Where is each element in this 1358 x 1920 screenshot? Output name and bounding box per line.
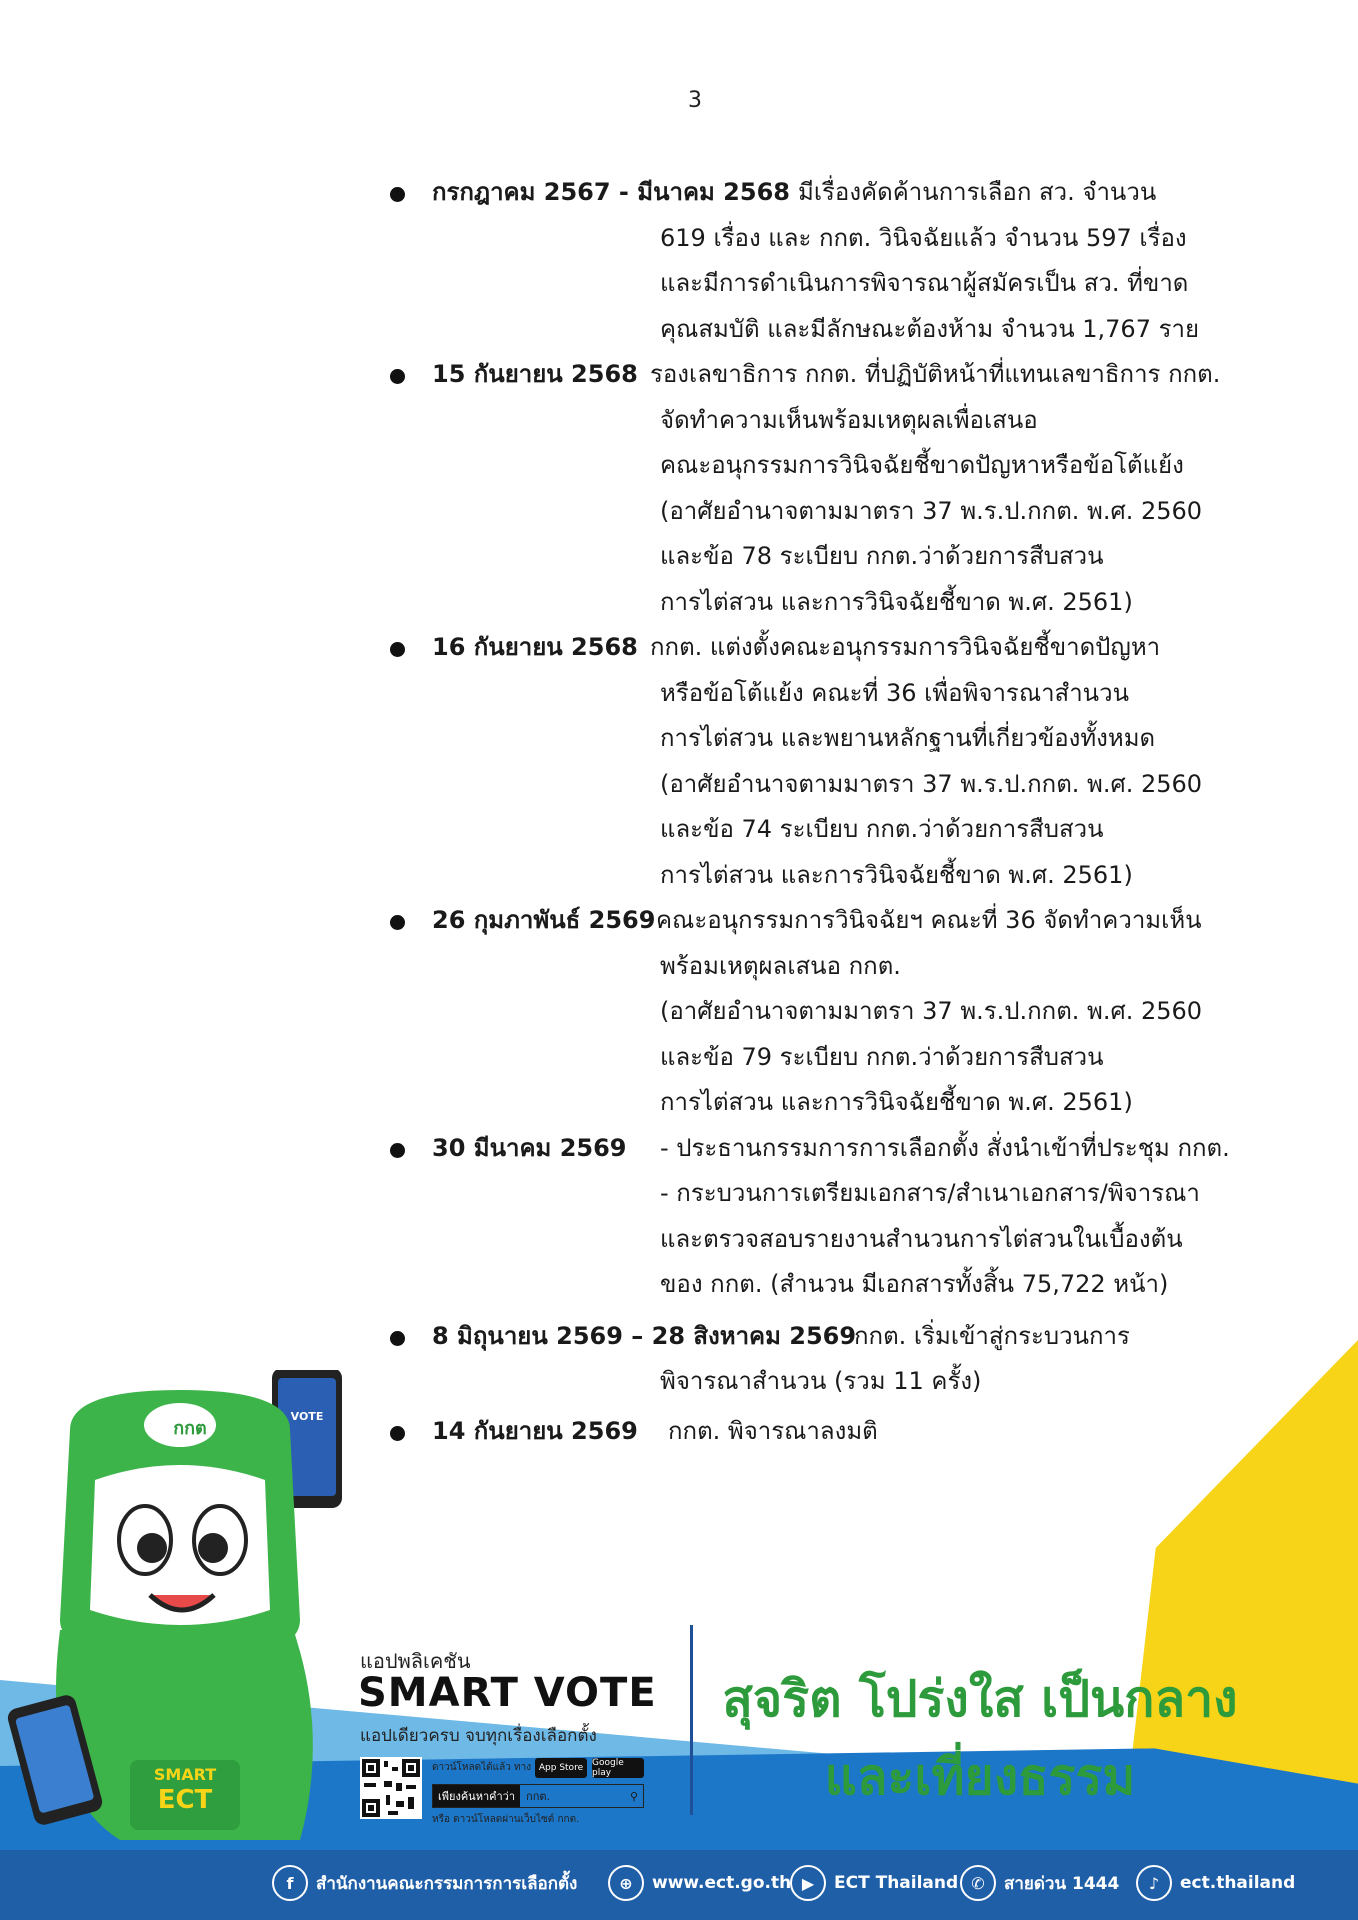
slogan-line-2: และเที่ยงธรรม — [824, 1748, 1136, 1806]
entry-line: ของ กกต. (สำนวน มีเอกสารทั้งสิ้น 75,722 หน้า) — [660, 1270, 1169, 1298]
slogan-line-1: สุจริต โปร่งใส เป็นกลาง — [722, 1670, 1238, 1728]
globe-icon: ⊕ — [608, 1865, 644, 1901]
entry-line: พิจารณาสำนวน (รวม 11 ครั้ง) — [660, 1367, 982, 1395]
entry-line: และข้อ 78 ระเบียบ กกต.ว่าด้วยการสืบสวน — [660, 542, 1104, 570]
entry-date: 30 มีนาคม 2569 — [432, 1133, 627, 1162]
bullet-icon — [390, 1143, 405, 1158]
footer-link-label: สำนักงานคณะกรรมการการเลือกตั้ง — [316, 1873, 578, 1894]
search-label: เพียงค้นหาคำว่า — [433, 1785, 520, 1807]
footer-link-label: สายด่วน 1444 — [1004, 1873, 1120, 1894]
phone-icon: ✆ — [960, 1865, 996, 1901]
entry-first-line: กกต. พิจารณาลงมติ — [668, 1416, 878, 1445]
entry-line: หรือข้อโต้แย้ง คณะที่ 36 เพื่อพิจารณาสำนวน — [660, 678, 1129, 707]
youtube-icon: ▶ — [790, 1865, 826, 1901]
mascot-badge: กกต — [173, 1418, 207, 1439]
entry-date: 26 กุมภาพันธ์ 2569 — [432, 906, 656, 934]
footer-divider — [690, 1625, 693, 1815]
entry-line: - กระบวนการเตรียมเอกสาร/สำเนาเอกสาร/พิจารณา — [660, 1179, 1200, 1207]
entry-line: และตรวจสอบรายงานสำนวนการไต่สวนในเบื้องต้น — [660, 1224, 1183, 1253]
web-download-text: หรือ ดาวน์โหลดผ่านเว็บไซต์ กกต. — [432, 1814, 580, 1825]
download-text: ดาวน์โหลดได้แล้ว ทาง — [432, 1762, 532, 1773]
tiktok-icon: ♪ — [1136, 1865, 1172, 1901]
footer-link-label: ECT Thailand — [834, 1873, 959, 1893]
bullet-icon — [390, 1331, 405, 1346]
entry-line: และข้อ 79 ระเบียบ กกต.ว่าด้วยการสืบสวน — [660, 1042, 1104, 1071]
search-icon: ⚲ — [629, 1789, 638, 1803]
bullet-icon — [390, 369, 405, 384]
search-value: กกต. — [526, 1790, 550, 1803]
search-box[interactable] — [432, 1784, 644, 1808]
footer-link-globe[interactable] — [608, 1862, 791, 1904]
entry-date: กรกฎาคม 2567 - มีนาคม 2568 — [432, 178, 790, 206]
footer-link-label: www.ect.go.th — [652, 1873, 792, 1893]
facebook-icon: f — [272, 1865, 308, 1901]
entry-line: คุณสมบัติ และมีลักษณะต้องห้าม จำนวน 1,767 ราย — [660, 314, 1200, 343]
google-play-button[interactable]: Google play — [592, 1758, 644, 1778]
entry-date: 15 กันยายน 2568 — [432, 360, 638, 388]
entry-first-line: กกต. แต่งตั้งคณะอนุกรรมการวินิจฉัยชี้ขาดปัญหา — [650, 633, 1161, 661]
footer-link-tiktok[interactable] — [1136, 1862, 1295, 1904]
app-title: แอปพลิเคชัน — [360, 1649, 471, 1673]
entry-line: และข้อ 74 ระเบียบ กกต.ว่าด้วยการสืบสวน — [660, 815, 1104, 843]
entry-first-line: - ประธานกรรมการการเลือกตั้ง สั่งนำเข้าที่ประชุม กกต. — [660, 1133, 1230, 1162]
entry-date: 14 กันยายน 2569 — [432, 1416, 638, 1445]
bullet-icon — [390, 642, 405, 657]
bullet-icon — [390, 187, 405, 202]
footer-link-phone[interactable] — [960, 1862, 1119, 1904]
entry-date: 8 มิถุนายน 2569 – 28 สิงหาคม 2569 — [432, 1321, 857, 1350]
entry-date: 16 กันยายน 2568 — [432, 633, 638, 661]
mascot-label-top: SMART — [153, 1765, 217, 1784]
bullet-icon — [390, 1426, 405, 1441]
entry-line: การไต่สวน และการวินิจฉัยชี้ขาด พ.ศ. 2561) — [660, 860, 1133, 889]
entry-line: การไต่สวน และการวินิจฉัยชี้ขาด พ.ศ. 2561) — [660, 1088, 1133, 1116]
mascot-label-bottom: ECT — [157, 1785, 213, 1815]
entry-first-line: มีเรื่องคัดค้านการเลือก สว. จำนวน — [798, 178, 1157, 206]
app-tagline: แอปเดียวครบ จบทุกเรื่องเลือกตั้ง — [360, 1726, 597, 1746]
app-name: SMART VOTE — [358, 1670, 657, 1716]
entry-line: พร้อมเหตุผลเสนอ กกต. — [660, 951, 901, 980]
entry-line: 619 เรื่อง และ กกต. วินิจฉัยแล้ว จำนวน 597 เรื่อง — [660, 223, 1187, 252]
entry-line: (อาศัยอำนาจตามมาตรา 37 พ.ร.ป.กกต. พ.ศ. 2560 — [660, 769, 1203, 798]
entry-line: จัดทำความเห็นพร้อมเหตุผลเพื่อเสนอ — [660, 405, 1038, 434]
qr-code[interactable] — [360, 1757, 422, 1819]
phone-screen-label: VOTE — [290, 1410, 324, 1423]
page-number: 3 — [688, 88, 702, 113]
entry-first-line: กกต. เริ่มเข้าสู่กระบวนการ — [854, 1321, 1130, 1350]
footer-link-facebook[interactable] — [272, 1862, 577, 1904]
app-store-button[interactable]: App Store — [535, 1758, 587, 1778]
footer-link-label: ect.thailand — [1180, 1873, 1296, 1893]
entry-line: การไต่สวน และการวินิจฉัยชี้ขาด พ.ศ. 2561) — [660, 587, 1133, 616]
entry-first-line: รองเลขาธิการ กกต. ที่ปฏิบัติหน้าที่แทนเลขาธิการ กกต. — [650, 360, 1221, 388]
entry-line: (อาศัยอำนาจตามมาตรา 37 พ.ร.ป.กกต. พ.ศ. 2560 — [660, 997, 1203, 1025]
bullet-icon — [390, 915, 405, 930]
entry-line: (อาศัยอำนาจตามมาตรา 37 พ.ร.ป.กกต. พ.ศ. 2560 — [660, 496, 1203, 525]
entry-line: คณะอนุกรรมการวินิจฉัยชี้ขาดปัญหาหรือข้อโต้แย้ง — [660, 451, 1184, 479]
entry-line: และมีการดำเนินการพิจารณาผู้สมัครเป็น สว. ที่ขาด — [660, 269, 1189, 297]
entry-line: การไต่สวน และพยานหลักฐานที่เกี่ยวข้องทั้งหมด — [660, 724, 1156, 752]
entry-first-line: คณะอนุกรรมการวินิจฉัยฯ คณะที่ 36 จัดทำความเห็น — [656, 906, 1202, 934]
footer-link-youtube[interactable] — [790, 1862, 958, 1904]
